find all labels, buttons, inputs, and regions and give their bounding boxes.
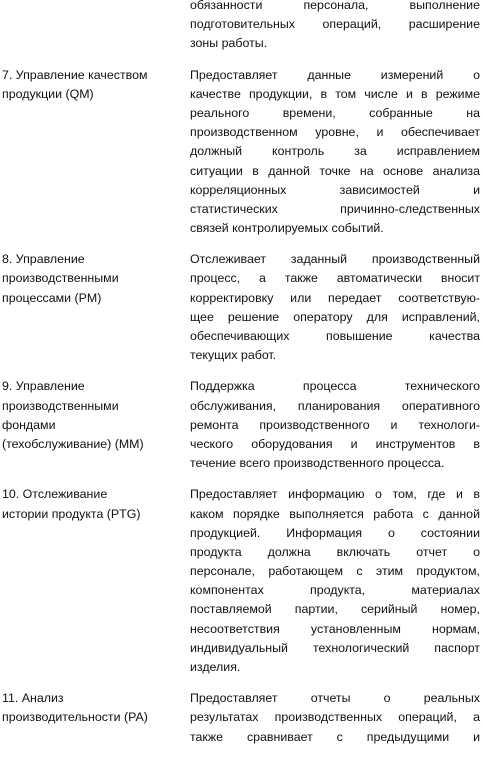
text-line: также сравнивает с предыдущими и bbox=[190, 729, 480, 744]
function-description bbox=[190, 66, 480, 239]
text-line: персонале, работающем с этим продуктом, bbox=[190, 564, 480, 579]
text-line: компонентах продукта, материалах bbox=[190, 583, 480, 598]
function-name bbox=[0, 66, 186, 239]
function-name bbox=[0, 0, 186, 54]
function-description bbox=[190, 485, 480, 677]
table-row bbox=[0, 250, 483, 365]
text-line: производственными bbox=[2, 398, 119, 413]
text-line: 9. Управление bbox=[2, 379, 85, 394]
text-line: 8. Управление bbox=[2, 252, 85, 267]
text-line: поставляемой партии, серийный номер, bbox=[190, 602, 480, 617]
text-line: продукта должна включать отчет о bbox=[190, 544, 480, 559]
text-line: каком порядке выполняется работа с данной bbox=[190, 506, 480, 521]
table-row bbox=[0, 689, 483, 747]
text-line: производственном уровне, и обеспечивает bbox=[190, 125, 480, 140]
text-line: 11. Анализ bbox=[2, 691, 64, 706]
text-line: качестве продукции, в том числе и в режиме bbox=[190, 86, 480, 101]
text-line: производственными bbox=[2, 271, 119, 286]
text-line: реального времени, собранные на bbox=[190, 105, 480, 120]
table-row bbox=[0, 0, 483, 54]
text-line: несоответствия установленным нормам, bbox=[190, 621, 480, 636]
text-line: должный контроль за исправлением bbox=[190, 144, 480, 159]
function-name bbox=[0, 485, 186, 677]
text-line: Предоставляет информацию о том, где и в bbox=[190, 487, 480, 502]
function-name bbox=[0, 250, 186, 365]
text-line: продукции (QM) bbox=[2, 86, 94, 101]
text-line: обязанности персонала, выполнение bbox=[190, 0, 480, 12]
text-line: обслуживания, планирования оперативного bbox=[190, 398, 480, 413]
text-line: производительности (PA) bbox=[2, 710, 148, 725]
text-line: текущих работ. bbox=[190, 348, 277, 363]
text-line: ситуации в данной точке на основе анализа bbox=[190, 163, 480, 178]
text-line: щее решение оператору для исправлений, bbox=[190, 309, 480, 324]
text-line: (техобслуживание) (MM) bbox=[2, 436, 144, 451]
text-line: процесс, а также автоматически вносит bbox=[190, 271, 480, 286]
text-line: обеспечивающих повышение качества bbox=[190, 329, 480, 343]
text-line: связей контролируемых событий. bbox=[190, 221, 384, 236]
text-line: Отслеживает заданный производственный bbox=[190, 252, 480, 267]
text-line: процессами (PM) bbox=[2, 290, 102, 305]
text-line: истории продукта (PTG) bbox=[2, 506, 141, 521]
function-description bbox=[190, 377, 480, 473]
text-line: ремонта производственного и технологи- bbox=[190, 417, 480, 432]
function-description bbox=[190, 250, 480, 365]
table-row bbox=[0, 66, 483, 239]
function-description bbox=[190, 689, 480, 747]
text-line: 7. Управление качеством bbox=[2, 67, 148, 82]
text-line: Предоставляет отчеты о реальных bbox=[190, 691, 480, 706]
function-description bbox=[190, 0, 480, 54]
text-line: зоны работы. bbox=[190, 36, 268, 51]
text-line: статистических причинно-следственных bbox=[190, 201, 480, 216]
text-line: ческого оборудования и инструментов в bbox=[190, 436, 480, 451]
function-name bbox=[0, 689, 186, 747]
text-line: Поддержка процесса технического bbox=[190, 379, 480, 394]
text-line: индивидуальный технологический паспорт bbox=[190, 640, 480, 655]
text-line: изделия. bbox=[190, 660, 241, 674]
text-line: корреляционных зависимостей и bbox=[190, 182, 480, 197]
table-row bbox=[0, 377, 483, 473]
table-row bbox=[0, 485, 483, 677]
text-line: продукцией. Информация о состоянии bbox=[190, 525, 480, 540]
text-line: результатах производственных операций, а bbox=[190, 710, 480, 725]
function-name bbox=[0, 377, 186, 473]
text-line: Предоставляет данные измерений о bbox=[190, 67, 480, 82]
text-line: корректировку или передает соответствую- bbox=[190, 290, 480, 305]
text-line: 10. Отслеживание bbox=[2, 487, 108, 502]
text-line: подготовительных операций, расширение bbox=[190, 17, 480, 32]
text-line: фондами bbox=[2, 417, 56, 432]
text-line: течение всего производственного процесса. bbox=[190, 456, 445, 471]
